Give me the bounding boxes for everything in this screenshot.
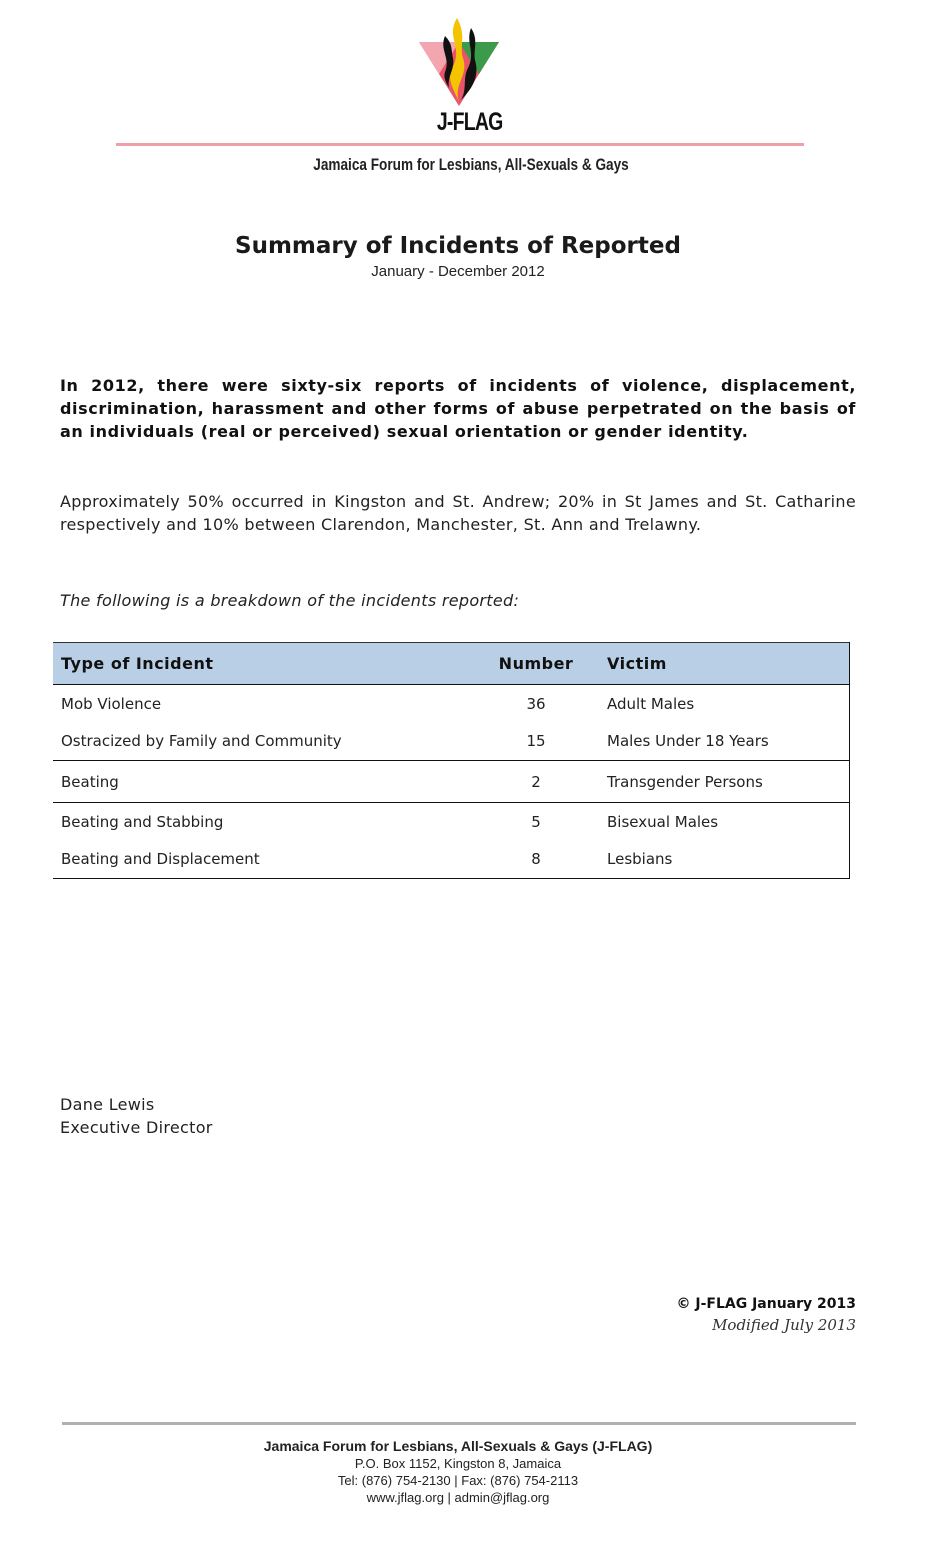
signatory-name: Dane Lewis <box>60 1095 155 1114</box>
summary-paragraph: In 2012, there were sixty-six reports of incidents of violence, displacement, discrimination, harassment and other forms of abuse perpetrated on the basis of an individuals (real or perceived) sexual orientation or gender identity. <box>60 376 856 441</box>
modified-line: Modified July 2013 <box>712 1316 856 1334</box>
footer-address: P.O. Box 1152, Kingston 8, Jamaica <box>354 1456 562 1471</box>
footer-web: www.jflag.org | admin@jflag.org <box>366 1490 550 1505</box>
header-divider <box>116 143 804 146</box>
incident-victim: Lesbians <box>599 841 850 879</box>
signatory-role: Executive Director <box>60 1118 213 1137</box>
footer-divider <box>62 1422 856 1425</box>
incident-type: Beating <box>53 761 473 803</box>
flame-triangle-logo-icon <box>417 14 501 110</box>
incident-type: Mob Violence <box>61 694 162 713</box>
column-header-number: Number <box>473 643 599 685</box>
table-header-row <box>53 643 850 685</box>
footer-organization: Jamaica Forum for Lesbians, All-Sexuals & Gays (J-FLAG) <box>263 1438 653 1454</box>
incident-type: Beating and Displacement <box>53 841 473 879</box>
incident-number: 5 <box>531 812 541 831</box>
report-period: January - December 2012 <box>371 263 545 280</box>
table-row <box>53 723 850 761</box>
incident-number: 15 <box>473 723 599 761</box>
breakdown-intro: The following is a breakdown of the incidents reported: <box>60 591 520 610</box>
report-title: Summary of Incidents of Reported <box>235 233 681 259</box>
copyright-line: © J-FLAG January 2013 <box>676 1296 856 1312</box>
copyright-block <box>677 1294 856 1336</box>
incident-victim: Transgender Persons <box>599 761 850 803</box>
incident-table <box>53 642 850 879</box>
incident-type: Ostracized by Family and Community <box>53 723 473 761</box>
signature-block <box>60 1093 213 1139</box>
table-row <box>53 841 850 879</box>
table-row <box>53 685 850 723</box>
incident-number: 8 <box>473 841 599 879</box>
incident-victim: Adult Males <box>599 685 850 723</box>
footer <box>0 1438 916 1506</box>
table-row <box>53 803 850 841</box>
column-header-victim: Victim <box>599 643 850 685</box>
organization-name: Jamaica Forum for Lesbians, All-Sexuals & Gays <box>313 155 629 174</box>
incident-number: 2 <box>473 761 599 803</box>
column-header-type: Type of Incident <box>53 643 473 685</box>
incident-victim: Males Under 18 Years <box>599 723 850 761</box>
location-paragraph: Approximately 50% occurred in Kingston and St. Andrew; 20% in St James and St. Catharine respectively and 10% between Clarendon, Manchester, St. Ann and Trelawny. <box>60 492 856 534</box>
table-row <box>53 761 850 803</box>
incident-number: 36 <box>526 694 546 713</box>
logo-wordmark: J-FLAG <box>436 108 503 136</box>
incident-type: Beating and Stabbing <box>61 812 224 831</box>
incident-victim: Bisexual Males <box>599 803 850 841</box>
footer-phone: Tel: (876) 754-2130 | Fax: (876) 754-2113 <box>337 1473 579 1488</box>
